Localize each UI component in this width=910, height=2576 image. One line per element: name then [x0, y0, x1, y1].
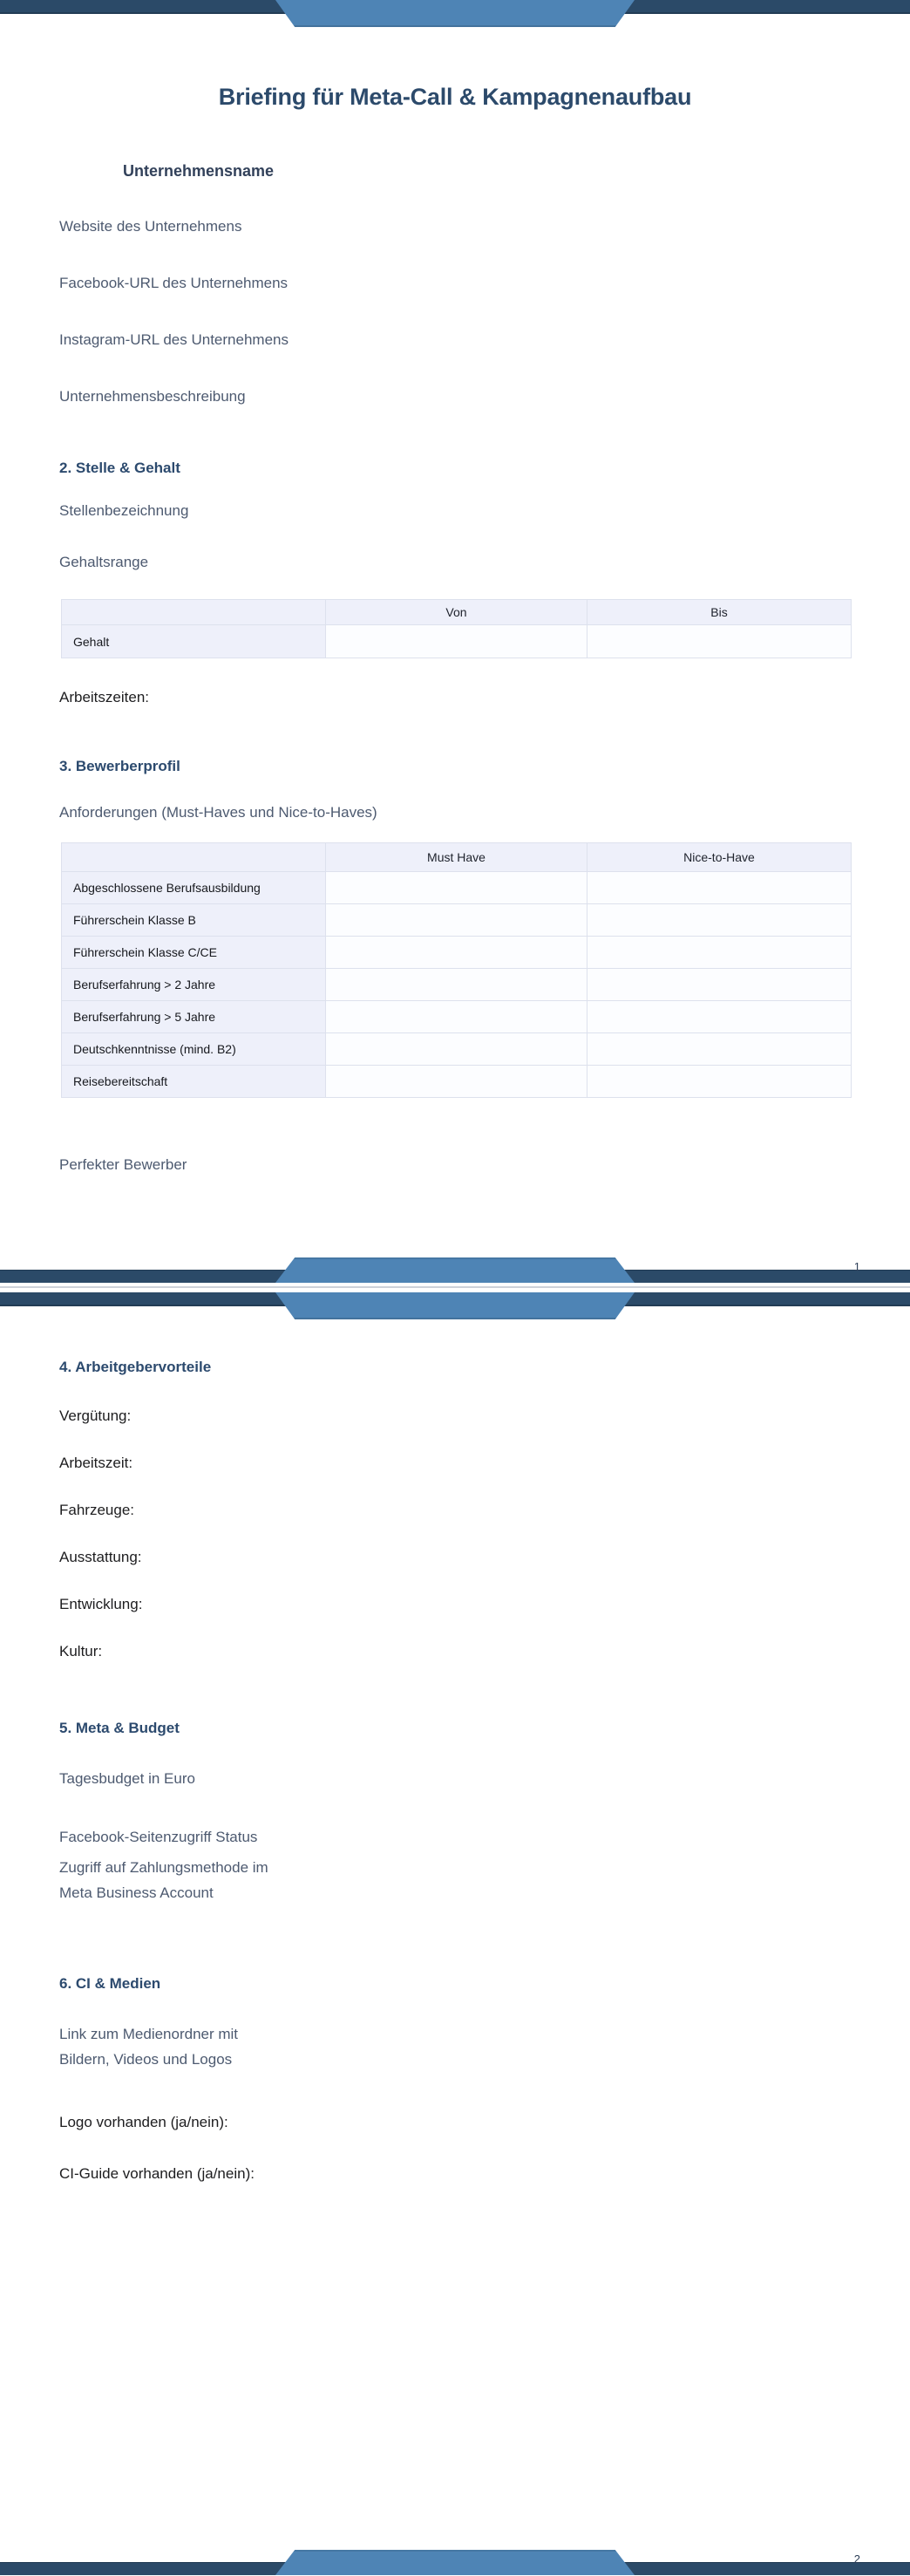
must-have-input-cell[interactable]	[326, 1066, 587, 1098]
table-row	[62, 1033, 852, 1066]
field-label-vehicles: Fahrzeuge:	[59, 1502, 134, 1518]
must-have-input-cell[interactable]	[326, 969, 587, 1001]
section3-heading: 3. Bewerberprofil	[59, 758, 180, 774]
field-label-perfect-candidate: Perfekter Bewerber	[59, 1156, 187, 1173]
requirements-header-must-have: Must Have	[326, 843, 587, 872]
requirements-table-corner-cell	[62, 843, 326, 872]
table-row	[62, 969, 852, 1001]
must-have-input-cell[interactable]	[326, 937, 587, 969]
page-1	[0, 0, 910, 1283]
document-title: Briefing für Meta-Call & Kampagnenaufbau	[218, 84, 692, 110]
section6-heading: 6. CI & Medien	[59, 1975, 161, 1992]
requirements-table	[61, 842, 852, 1098]
requirement-row-label: Berufserfahrung > 5 Jahre	[62, 1001, 326, 1033]
field-label-ci-guide-present: CI-Guide vorhanden (ja/nein):	[59, 2165, 255, 2182]
field-label-instagram-url: Instagram-URL des Unternehmens	[59, 331, 289, 348]
field-label-payment-access: Zugriff auf Zahlungsmethode im Meta Business Account	[59, 1859, 268, 1901]
salary-table-header-row	[62, 600, 852, 625]
page2-page-number: 2	[853, 2552, 860, 2566]
table-row	[62, 1066, 852, 1098]
nice-to-have-input-cell[interactable]	[587, 1033, 852, 1066]
nice-to-have-input-cell[interactable]	[587, 969, 852, 1001]
field-label-salary-range: Gehaltsrange	[59, 554, 149, 570]
field-label-working-hours: Arbeitszeiten:	[59, 689, 149, 705]
table-row	[62, 1001, 852, 1033]
section4-heading: 4. Arbeitgebervorteile	[59, 1359, 212, 1375]
field-label-daily-budget: Tagesbudget in Euro	[59, 1770, 195, 1787]
field-label-facebook-url: Facebook-URL des Unternehmens	[59, 275, 289, 291]
nice-to-have-input-cell[interactable]	[587, 1001, 852, 1033]
must-have-input-cell[interactable]	[326, 1033, 587, 1066]
must-have-input-cell[interactable]	[326, 1001, 587, 1033]
field-label-fb-page-access: Facebook-Seitenzugriff Status	[59, 1829, 258, 1845]
salary-bis-input-cell[interactable]	[587, 625, 852, 658]
requirement-row-label: Berufserfahrung > 2 Jahre	[62, 969, 326, 1001]
nice-to-have-input-cell[interactable]	[587, 937, 852, 969]
nice-to-have-input-cell[interactable]	[587, 872, 852, 904]
field-label-working-time: Arbeitszeit:	[59, 1455, 133, 1471]
section2-heading: 2. Stelle & Gehalt	[59, 460, 180, 476]
table-row	[62, 904, 852, 937]
salary-row-label: Gehalt	[62, 625, 326, 658]
requirement-row-label: Abgeschlossene Berufsausbildung	[62, 872, 326, 904]
field-label-company-description: Unternehmensbeschreibung	[59, 388, 246, 405]
nice-to-have-input-cell[interactable]	[587, 904, 852, 937]
requirement-row-label: Führerschein Klasse C/CE	[62, 937, 326, 969]
salary-table-header-bis: Bis	[587, 600, 852, 625]
requirement-row-label: Reisebereitschaft	[62, 1066, 326, 1098]
salary-table	[61, 599, 852, 658]
page1-footer-ribbon	[275, 1257, 635, 1283]
field-label-compensation: Vergütung:	[59, 1407, 132, 1424]
table-row	[62, 937, 852, 969]
must-have-input-cell[interactable]	[326, 904, 587, 937]
requirement-row-label: Führerschein Klasse B	[62, 904, 326, 937]
salary-table-row-gehalt	[62, 625, 852, 658]
salary-table-corner-cell	[62, 600, 326, 625]
section5-heading: 5. Meta & Budget	[59, 1720, 180, 1736]
table-row	[62, 872, 852, 904]
field-label-development: Entwicklung:	[59, 1596, 143, 1612]
company-name-heading: Unternehmensname	[123, 162, 275, 180]
salary-von-input-cell[interactable]	[326, 625, 587, 658]
field-label-requirements: Anforderungen (Must-Haves und Nice-to-Haves)	[59, 804, 377, 821]
field-label-logo-present: Logo vorhanden (ja/nein):	[59, 2114, 228, 2130]
requirements-header-nice-to-have: Nice-to-Have	[587, 843, 852, 872]
page2-header-ribbon	[275, 1292, 635, 1319]
nice-to-have-input-cell[interactable]	[587, 1066, 852, 1098]
page1-header-ribbon	[275, 0, 635, 27]
field-label-media-folder: Link zum Medienordner mit Bildern, Videos und Logos	[59, 2026, 239, 2068]
field-label-job-title: Stellenbezeichnung	[59, 502, 189, 519]
page2-footer-ribbon	[275, 2550, 635, 2575]
page-2	[0, 1292, 910, 2575]
field-label-website: Website des Unternehmens	[59, 218, 242, 235]
field-label-equipment: Ausstattung:	[59, 1549, 142, 1565]
page1-page-number: 1	[853, 1260, 860, 1273]
field-label-culture: Kultur:	[59, 1643, 103, 1659]
requirement-row-label: Deutschkenntnisse (mind. B2)	[62, 1033, 326, 1066]
requirements-table-header-row	[62, 843, 852, 872]
must-have-input-cell[interactable]	[326, 872, 587, 904]
page-separator	[0, 1286, 910, 1288]
salary-table-header-von: Von	[326, 600, 587, 625]
